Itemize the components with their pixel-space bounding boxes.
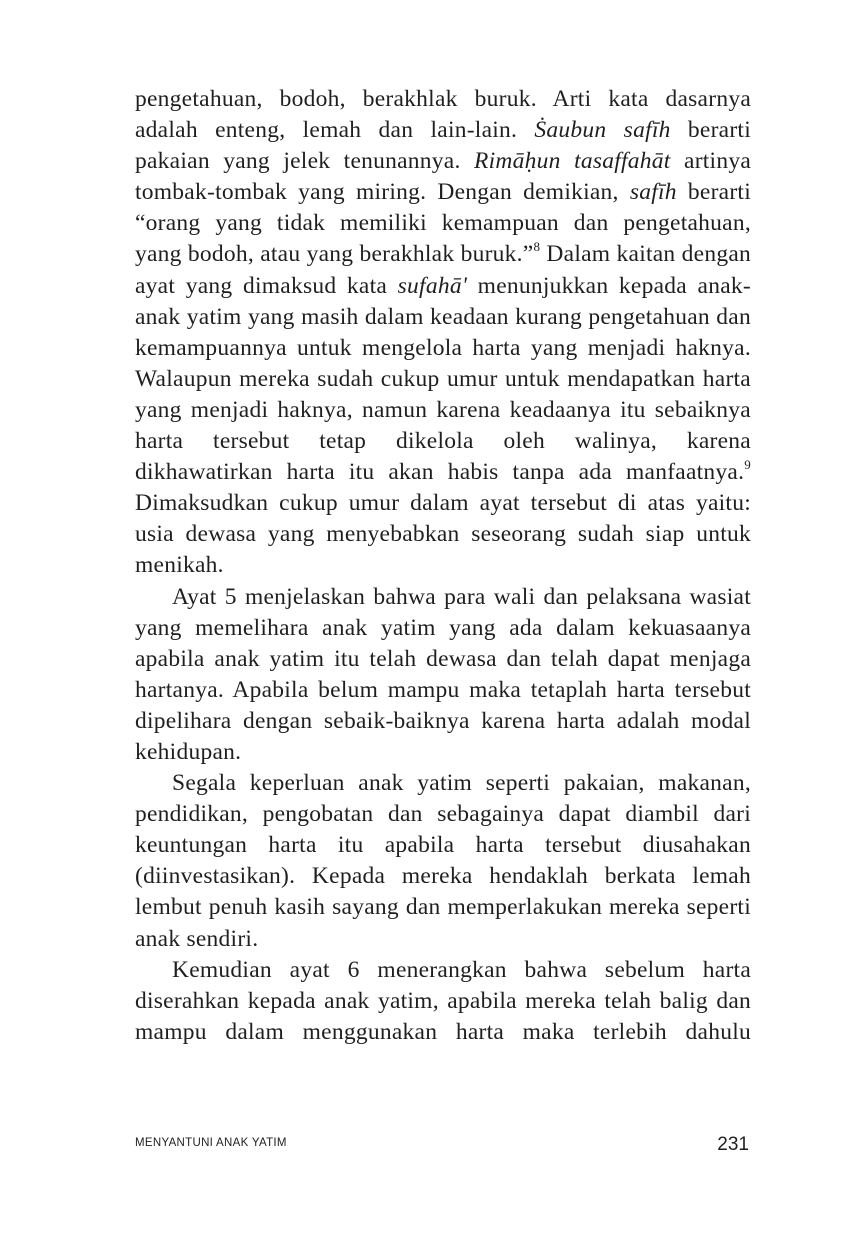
- italic-term: safīh: [629, 179, 677, 206]
- text-run: Dalam kaitan dengan ayat yang dimaksud kata: [135, 241, 751, 299]
- text-run: pengetahuan, bodoh, berakhlak buruk. Arti kata dasarnya adalah enteng, lemah dan lain-lain.: [135, 86, 751, 144]
- page-body: [135, 84, 751, 1048]
- text-run: berarti “orang yang tidak memiliki kemampuan dan pengetahuan, yang bodoh, atau yang berakhlak buruk.”: [135, 179, 751, 268]
- page-footer: [135, 1134, 751, 1164]
- footnote-ref-8[interactable]: 8: [533, 239, 541, 255]
- italic-term: Rimāḥun tasaffahāt: [474, 148, 671, 175]
- footnote-ref-9[interactable]: 9: [744, 457, 751, 473]
- text-run: Dimaksudkan cukup umur dalam ayat tersebut di atas yaitu: usia dewasa yang menyebabkan seseorang sudah siap untuk menikah.: [135, 490, 751, 579]
- paragraph-1: [135, 84, 751, 582]
- page-number: 231: [717, 1134, 749, 1155]
- running-title: MENYANTUNI ANAK YATIM: [135, 1137, 287, 1149]
- text-run: menunjukkan kepada anak-anak yatim yang masih dalam keadaan kurang pengetahuan dan kemampuannya untuk mengelola harta yang menjadi haknya. Walaupun mereka sudah cukup umur untuk mendapatkan harta yang menjadi haknya, namun karena keadaanya itu sebaiknya harta tersebut tetap dikelola oleh walinya, karena dikhawatirkan harta itu akan habis tanpa ada manfaatnya.: [135, 272, 751, 486]
- italic-term: Ṡaubun safīh: [534, 117, 671, 144]
- paragraph-2: Ayat 5 menjelaskan bahwa para wali dan pelaksana wasiat yang memelihara anak yatim yang ada dalam kekuasaanya apabila anak yatim itu telah dewasa dan telah dapat menjaga hartanya. Apabila belum mampu maka tetaplah harta tersebut dipelihara dengan sebaik-baiknya karena harta adalah modal kehidupan.: [135, 583, 751, 765]
- paragraph-3: Segala keperluan anak yatim seperti pakaian, makanan, pendidikan, pengobatan dan sebagainya dapat diambil dari keuntungan harta itu apabila harta tersebut diusahakan (diinvestasikan). Kepada mereka hendaklah berkata lemah lembut penuh kasih sayang dan memperlakukan mereka seperti anak sendiri.: [135, 770, 751, 952]
- text-run: artinya tombak-tombak yang miring. Dengan demikian,: [135, 148, 752, 206]
- paragraph-4: Kemudian ayat 6 menerangkan bahwa sebelum harta diserahkan kepada anak yatim, apabila mereka telah balig dan mampu dalam menggunakan harta maka terlebih dahulu: [135, 956, 751, 1045]
- text-run: berarti pakaian yang jelek tenunannya.: [135, 117, 751, 175]
- italic-term: sufahā': [397, 272, 468, 299]
